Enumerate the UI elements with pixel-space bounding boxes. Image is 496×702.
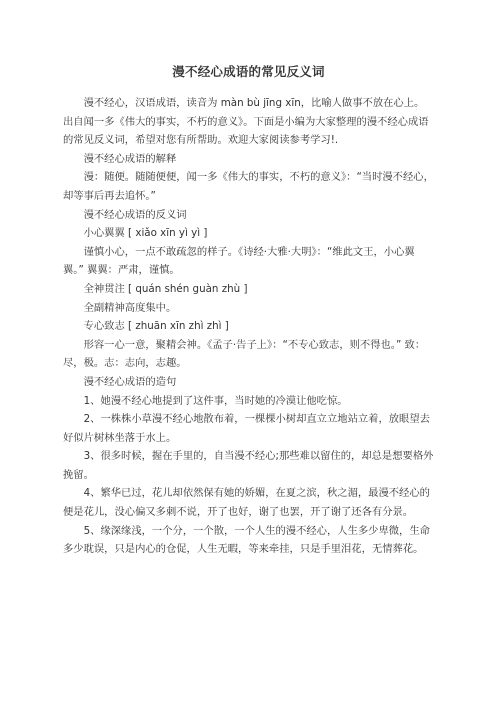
document-body <box>63 94 434 559</box>
section-heading-sentences: 漫不经心成语的造句 <box>83 375 177 388</box>
example-sentence: 4、繁华已过，花儿却依然保有她的娇媚，在夏之滨，秋之湄，最漫不经心的便是花儿，没心偏又多刺不说，开了也好，谢了也罢，开了谢了还各有分景。 <box>63 487 430 519</box>
antonym-definition: 形容一心一意，聚精会神。《孟子·告子上》：“不专心致志，则不得也。” 致：尽，极。志：志向，志趣。 <box>63 338 426 370</box>
example-sentence: 3、很多时候，握在手里的，自当漫不经心;那些难以留住的，却总是想要格外挽留。 <box>63 450 434 481</box>
example-sentence: 1、她漫不经心地提到了这件事，当时她的冷漠让他吃惊。 <box>83 394 348 407</box>
intro-paragraph: 漫不经心，汉语成语，读音为 màn bù jīng xīn，比喻人做事不放在心上。出自闻一多《伟大的事实，不朽的意义》。下面是小编为大家整理的漫不经心成语的常见反义词，希望对您有所帮助。欢迎大家阅读参考学习!. <box>63 97 429 147</box>
explanation-paragraph: 漫：随便。随随便便，闻一多《伟大的事实，不朽的意义》：“当时漫不经心，却等事后再去追怀。” <box>63 171 434 202</box>
section-heading-explanation: 漫不经心成语的解释 <box>83 152 177 165</box>
antonym-definition: 全副精神高度集中。 <box>83 301 177 314</box>
section-heading-antonyms: 漫不经心成语的反义词 <box>83 208 187 221</box>
document-title: 漫不经心成语的常见反义词 <box>172 64 325 79</box>
antonym-term: 小心翼翼 [ xiǎo xīn yì yì ] <box>83 227 208 240</box>
antonym-definition: 谨慎小心，一点不敢疏忽的样子。《诗经·大雅·大明》：“维此文王，小心翼翼。” 翼翼：严肃，谨慎。 <box>63 245 415 277</box>
example-sentence: 5、缘深缘浅，一个分，一个散，一个人生的漫不经心，人生多少卑微，生命多少耽误，只是内心的仓促，人生无暇，等来牵挂，只是手里泪花，无情葬花。 <box>63 524 430 556</box>
antonym-term: 全神贯注 [ quán shén guàn zhù ] <box>83 282 248 295</box>
example-sentence: 2、一株株小草漫不经心地散布着，一棵棵小树却直立立地站立着，放眼望去好似片树林坐落于水上。 <box>63 413 430 444</box>
antonym-term: 专心致志 [ zhuān xīn zhì zhì ] <box>83 320 229 333</box>
